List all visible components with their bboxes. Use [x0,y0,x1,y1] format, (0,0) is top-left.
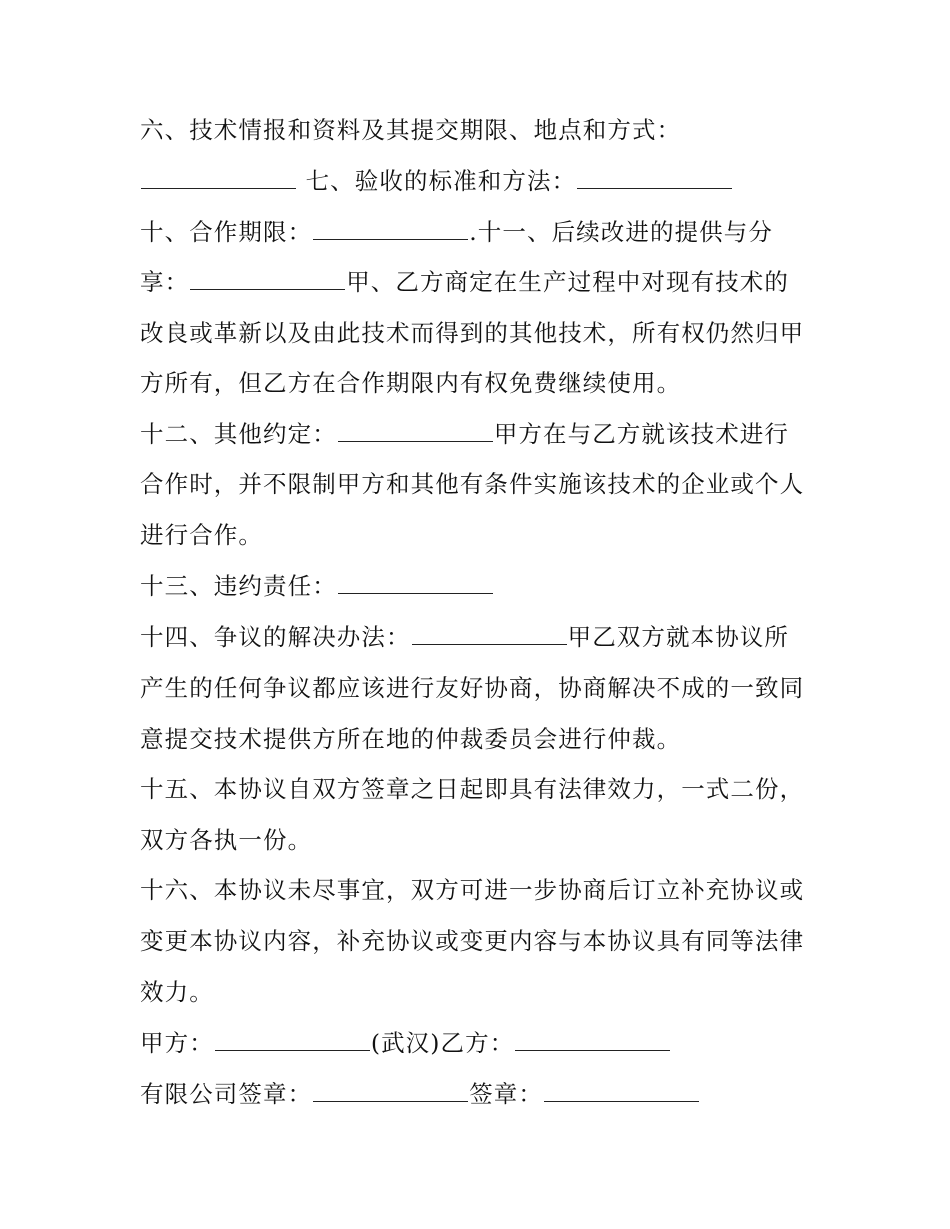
fill-in-blank[interactable] [313,217,468,240]
text: 合作时，并不限制甲方和其他有条件实施该技术的企业或个人 [140,470,805,498]
fill-in-blank[interactable] [338,419,493,442]
text: 十、合作期限： [140,218,313,246]
party-a-blank[interactable] [215,1028,370,1051]
line-16 [140,873,804,907]
line-2 [140,164,733,198]
signature-line [140,1077,700,1111]
text: 进行合作。 [140,521,263,549]
text: 双方各执一份。 [140,826,313,854]
text: 方所有，但乙方在合作期限内有权免费继续使用。 [140,369,682,397]
text: 改良或革新以及由此技术而得到的其他技术，所有权仍然归甲 [140,319,805,347]
company-seal-label: 有限公司签章： [140,1080,313,1108]
fill-in-blank[interactable] [577,166,732,189]
text: 甲、乙方商定在生产过程中对现有技术的 [346,268,790,296]
company-seal-blank[interactable] [313,1079,468,1102]
fill-in-blank[interactable] [412,622,567,645]
line-13 [140,722,681,756]
line-7 [140,417,789,451]
text: 十四、争议的解决办法： [140,623,411,651]
line-14 [140,772,804,806]
party-b-label: (武汉)乙方： [370,1029,515,1057]
seal-blank[interactable] [544,1079,699,1102]
line-4 [140,265,789,299]
line-1 [140,113,681,147]
seal-label: 签章： [469,1080,544,1108]
line-8 [140,467,804,501]
text: 六、技术情报和资料及其提交期限、地点和方式： [140,116,682,144]
line-18 [140,975,214,1009]
text: 产生的任何争议都应该进行友好协商，协商解决不成的一致同 [140,674,805,702]
line-15 [140,823,312,857]
line-3 [140,215,773,249]
text: 十五、本协议自双方签章之日起即具有法律效力，一式二份， [140,775,805,803]
line-9 [140,518,263,552]
fill-in-blank[interactable] [141,166,296,189]
text: 十三、违约责任： [140,572,337,600]
text: 七、验收的标准和方法： [297,167,577,195]
line-6 [140,366,681,400]
text: .十一、后续改进的提供与分 [469,218,773,246]
text: 十六、本协议未尽事宜，双方可进一步协商后订立补充协议或 [140,876,805,904]
text: 享： [140,268,190,296]
line-12 [140,671,804,705]
text: 变更本协议内容，补充协议或变更内容与本协议具有同等法律 [140,927,805,955]
fill-in-blank[interactable] [190,267,345,290]
text: 甲乙双方就本协议所 [567,623,790,651]
text: 甲方在与乙方就该技术进行 [493,420,790,448]
line-5 [140,316,804,350]
party-a-label: 甲方： [140,1029,214,1057]
line-11 [140,620,789,654]
fill-in-blank[interactable] [338,571,493,594]
text: 意提交技术提供方所在地的仲裁委员会进行仲裁。 [140,725,682,753]
text: 效力。 [140,978,214,1006]
text: 十二、其他约定： [140,420,337,448]
line-10 [140,569,494,603]
party-b-blank[interactable] [515,1028,670,1051]
party-line [140,1026,671,1060]
line-17 [140,924,804,958]
